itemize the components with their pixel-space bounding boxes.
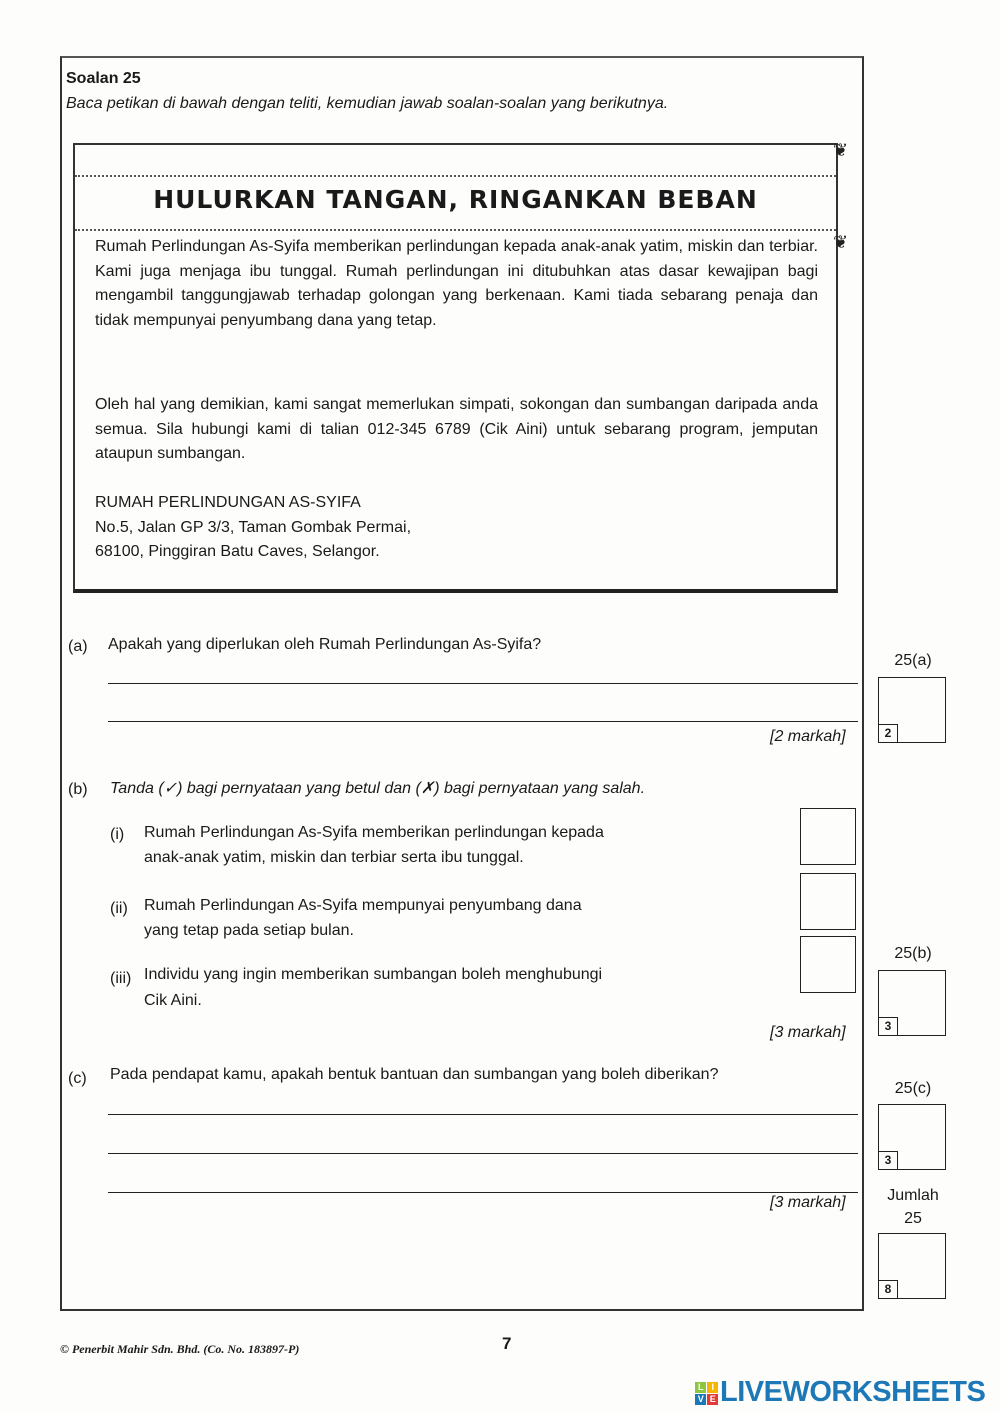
score-label-c: 25(c): [894, 1080, 932, 1097]
tick-box-3[interactable]: [800, 936, 856, 993]
statement-2-line-2: yang tetap pada setiap bulan.: [144, 922, 354, 939]
question-a-label: (a): [68, 638, 88, 655]
answer-c-input-2[interactable]: [108, 1128, 862, 1154]
answer-c-line-2[interactable]: [108, 1153, 858, 1154]
max-score: 3: [879, 1151, 898, 1169]
divider: [75, 229, 836, 231]
answer-c-input-3[interactable]: [108, 1167, 862, 1193]
max-score: 3: [879, 1017, 898, 1035]
flower-ornament-icon: ❦: [833, 140, 849, 160]
passage-paragraph-1: Rumah Perlindungan As-Syifa memberikan perlindungan kepada anak-anak yatim, miskin dan terbiar. Kami juga menjaga ibu tunggal. Rumah perlindungan ini ditubuhkan atas dasar kewajipan bagi mengambil tanggungjawab terhadap golongan yang berkenaan. Kami tiada sebarang penaja dan tidak mempunyai penyumbang dana yang tetap.: [95, 238, 818, 329]
answer-a-input-2[interactable]: [108, 696, 862, 722]
logo-text: LIVEWORKSHEETS: [720, 1376, 986, 1408]
logo-icon: L I V E: [695, 1382, 718, 1405]
passage-box: [73, 143, 838, 593]
question-number: Soalan 25: [66, 70, 141, 87]
answer-a-input-1[interactable]: [108, 658, 862, 684]
answer-c-input-1[interactable]: [108, 1089, 862, 1115]
total-max-label: 25: [904, 1210, 922, 1227]
address-line-1: No.5, Jalan GP 3/3, Taman Gombak Permai,: [95, 519, 412, 536]
passage-paragraph-2: Oleh hal yang demikian, kami sangat memerlukan simpati, sokongan dan sumbangan daripada anda semua. Sila hubungi kami di talian 012-345 6789 (Cik Aini) untuk sebarang program, jemputan ataupun sumbangan.: [95, 396, 818, 462]
marks-b: [3 markah]: [770, 1024, 846, 1041]
page-number: 7: [502, 1334, 512, 1353]
statement-3-line-1: Individu yang ingin memberikan sumbangan boleh menghubungi: [144, 966, 603, 983]
question-b-label: (b): [68, 781, 88, 798]
statement-2-line-1: Rumah Perlindungan As-Syifa mempunyai penyumbang dana: [144, 897, 582, 914]
max-score: 8: [879, 1280, 898, 1298]
tick-box-2[interactable]: [800, 873, 856, 930]
address-line-2: 68100, Pinggiran Batu Caves, Selangor.: [95, 543, 380, 560]
statement-3-line-2: Cik Aini.: [144, 992, 202, 1009]
passage-title: HULURKAN TANGAN, RINGANKAN BEBAN: [153, 185, 758, 214]
instruction: Baca petikan di bawah dengan teliti, kemudian jawab soalan-soalan yang berikutnya.: [66, 95, 669, 112]
address-name: RUMAH PERLINDUNGAN AS-SYIFA: [95, 494, 361, 511]
copyright: © Penerbit Mahir Sdn. Bhd. (Co. No. 183897-P): [60, 1342, 300, 1356]
answer-a-line-2[interactable]: [108, 721, 858, 722]
tick-box-1[interactable]: [800, 808, 856, 865]
item-number: (iii): [110, 970, 132, 987]
max-score: 2: [879, 724, 898, 742]
answer-c-line-3[interactable]: [108, 1192, 858, 1193]
question-a-text: Apakah yang diperlukan oleh Rumah Perlindungan As-Syifa?: [108, 636, 542, 653]
answer-a-line-1[interactable]: [108, 683, 858, 684]
flower-ornament-icon: ❦: [833, 232, 849, 252]
question-c-text: Pada pendapat kamu, apakah bentuk bantuan dan sumbangan yang boleh diberikan?: [110, 1066, 719, 1083]
question-b-text: Tanda (✓) bagi pernyataan yang betul dan (✗) bagi pernyataan yang salah.: [110, 780, 646, 797]
score-box-total[interactable]: [878, 1233, 946, 1299]
item-number: (ii): [110, 900, 128, 917]
total-label: Jumlah: [887, 1187, 939, 1204]
marks-c: [3 markah]: [770, 1194, 846, 1211]
score-label-a: 25(a): [894, 652, 932, 669]
score-box-a[interactable]: [878, 677, 946, 743]
statement-1-line-1: Rumah Perlindungan As-Syifa memberikan perlindungan kepada: [144, 824, 604, 841]
question-c-label: (c): [68, 1070, 87, 1087]
answer-c-line-1[interactable]: [108, 1114, 858, 1115]
score-box-c[interactable]: [878, 1104, 946, 1170]
marks-a: [2 markah]: [770, 728, 846, 745]
liveworksheets-logo[interactable]: [695, 1376, 985, 1409]
statement-1-line-2: anak-anak yatim, miskin dan terbiar serta ibu tunggal.: [144, 849, 524, 866]
item-number: (i): [110, 826, 125, 843]
score-label-b: 25(b): [894, 945, 932, 962]
divider: [75, 175, 836, 177]
score-box-b[interactable]: [878, 970, 946, 1036]
